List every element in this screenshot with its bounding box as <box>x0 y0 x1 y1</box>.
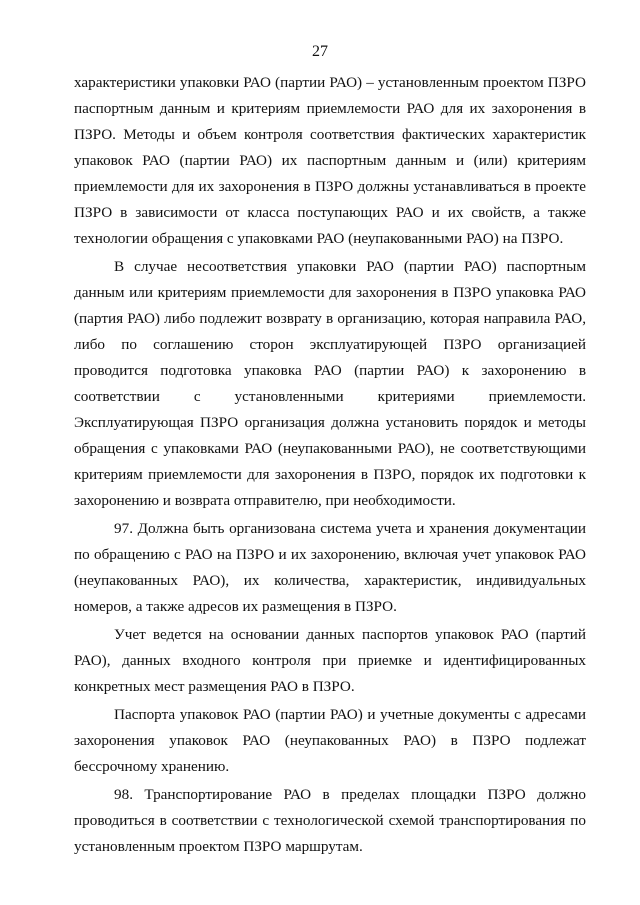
document-body <box>74 70 586 860</box>
paragraph-item-98: 98. Транспортирование РАО в пределах площадки ПЗРО должно проводиться в соответствии с технологической схемой транспортирования по установленным проектом ПЗРО маршрутам. <box>74 786 586 855</box>
paragraph-continuation: характеристики упаковки РАО (партии РАО) – установленным проектом ПЗРО паспортным данным и критериям приемлемости РАО для их захоронения в ПЗРО. Методы и объем контроля соответствия фактических характеристик упаковок РАО (партии РАО) их паспортным данным и (или) критериям приемлемости для их захоронения в ПЗРО должны устанавливаться в проекте ПЗРО в зависимости от класса поступающих РАО и их свойств, а также технологии обращения с упаковками РАО (неупакованными РАО) на ПЗРО. <box>74 74 586 247</box>
paragraph-item-97: 97. Должна быть организована система учета и хранения документации по обращению с РАО на ПЗРО и их захоронению, включая учет упаковок РАО (неупакованных РАО), их количества, характеристик, индивидуальных номеров, а также адресов их размещения в ПЗРО. <box>74 520 586 615</box>
paragraph-accounting-basis: Учет ведется на основании данных паспортов упаковок РАО (партий РАО), данных входного контроля при приемке и идентифицированных конкретных мест размещения РАО в ПЗРО. <box>74 626 586 695</box>
paragraph-passport-storage: Паспорта упаковок РАО (партии РАО) и учетные документы с адресами захоронения упаковок РАО (неупакованных РАО) в ПЗРО подлежат бессрочному хранению. <box>74 706 586 775</box>
page-number: 27 <box>312 43 328 60</box>
paragraph-nonconformity: В случае несоответствия упаковки РАО (партии РАО) паспортным данным или критериям приемлемости для захоронения в ПЗРО упаковка РАО (партия РАО) либо подлежит возврату в организацию, которая направила РАО, либо по соглашению сторон эксплуатирующей ПЗРО организацией проводится подготовка упаковка РАО (партии РАО) к захоронению в соответствии с установленными критериями приемлемости. Эксплуатирующая ПЗРО организация должна установить порядок и методы обращения с упаковками РАО (неупакованными РАО), не соответствующими критериям приемлемости для захоронения в ПЗРО, порядок их подготовки к захоронению и возврата отправителю, при необходимости. <box>74 258 586 509</box>
